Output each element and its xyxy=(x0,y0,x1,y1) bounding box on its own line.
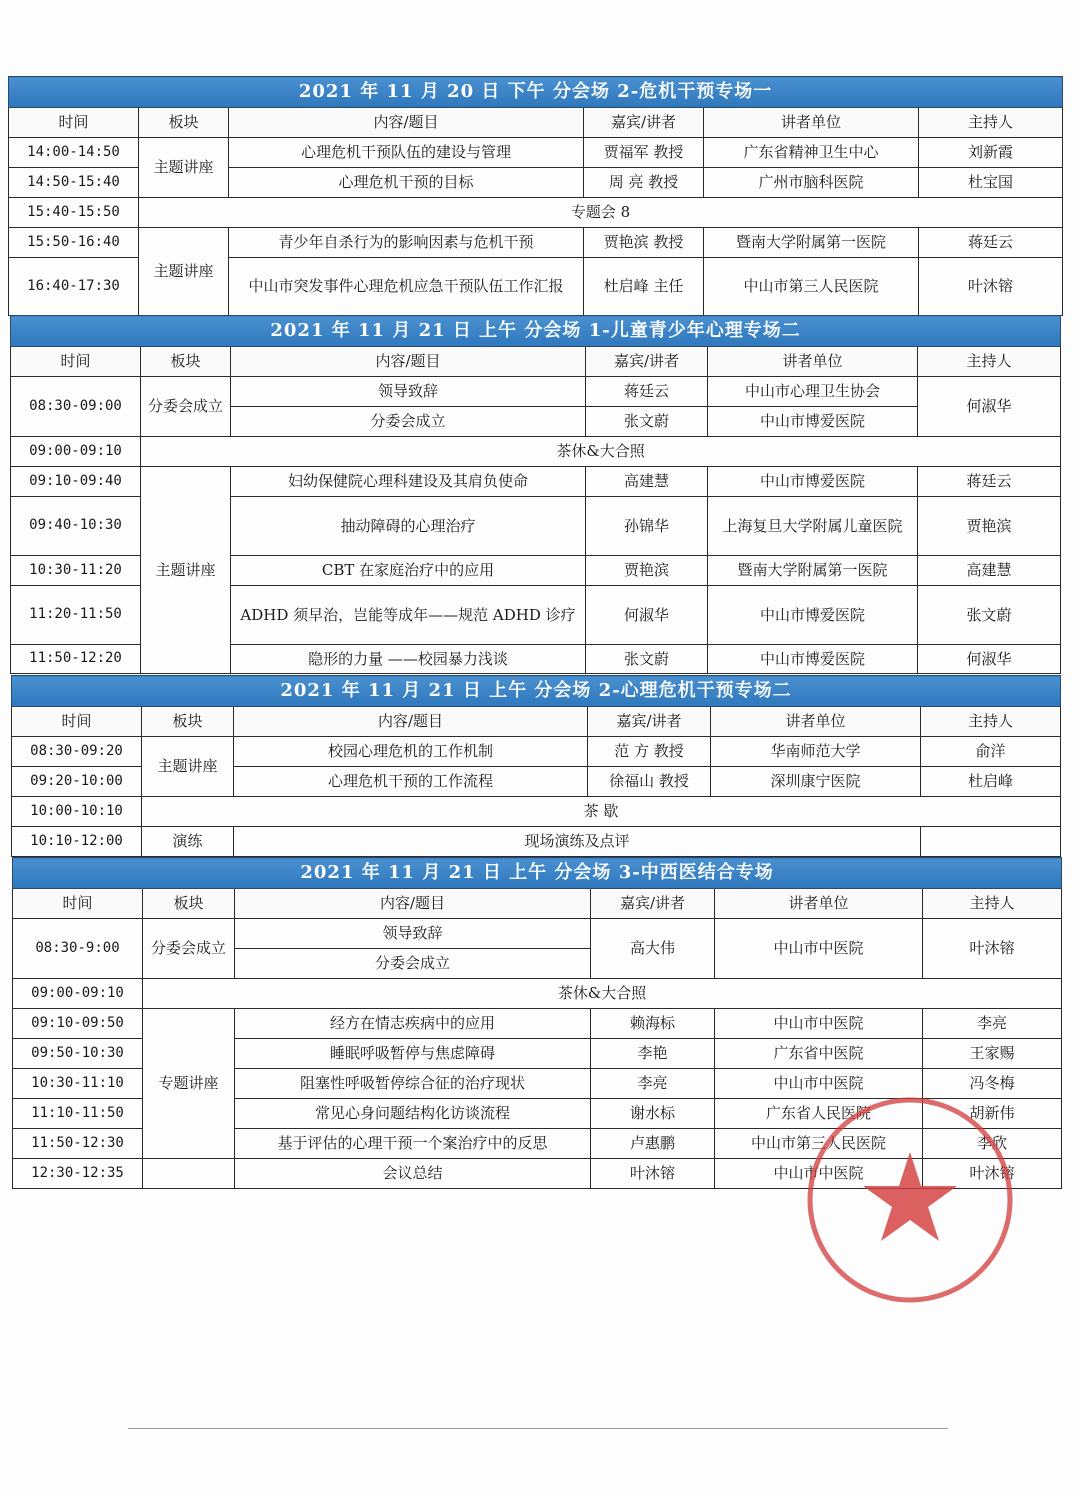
host-cell: 叶沐镕 xyxy=(923,1159,1062,1189)
time-cell: 11:50-12:20 xyxy=(11,645,141,674)
speaker-cell: 张文蔚 xyxy=(586,645,708,674)
header-unit: 讲者单位 xyxy=(711,707,921,737)
header-time: 时间 xyxy=(9,108,139,138)
topic-cell: 经方在情志疾病中的应用 xyxy=(235,1009,591,1039)
section-title: 2021 年 11 月 20 日 下午 分会场 2-危机干预专场一 xyxy=(9,77,1063,108)
unit-cell: 上海复旦大学附属儿童医院 xyxy=(708,497,918,556)
time-cell: 14:50-15:40 xyxy=(9,168,139,198)
block-cell: 演练 xyxy=(142,827,234,857)
topic-cell: 青少年自杀行为的影响因素与危机干预 xyxy=(229,228,584,258)
speaker-cell: 卢惠鹏 xyxy=(591,1129,715,1159)
header-topic: 内容/题目 xyxy=(229,108,584,138)
section-title: 2021 年 11 月 21 日 上午 分会场 1-儿童青少年心理专场二 xyxy=(11,316,1061,347)
table-row xyxy=(12,797,1061,827)
host-cell: 冯冬梅 xyxy=(923,1069,1062,1099)
host-cell: 蒋廷云 xyxy=(918,467,1061,497)
table-row xyxy=(12,827,1061,857)
time-cell: 09:50-10:30 xyxy=(13,1039,143,1069)
time-cell: 08:30-09:20 xyxy=(12,737,142,767)
speaker-cell: 何淑华 xyxy=(586,586,708,645)
host-cell: 刘新霞 xyxy=(919,138,1063,168)
unit-cell: 广东省人民医院 xyxy=(715,1099,923,1129)
header-block: 板块 xyxy=(139,108,229,138)
speaker-cell: 孙锦华 xyxy=(586,497,708,556)
unit-cell: 中山市博爱医院 xyxy=(708,407,918,437)
time-cell: 08:30-09:00 xyxy=(11,377,141,437)
topic-cell: 心理危机干预的目标 xyxy=(229,168,584,198)
time-cell: 15:50-16:40 xyxy=(9,228,139,258)
speaker-cell: 高大伟 xyxy=(591,919,715,979)
topic-cell: 领导致辞 xyxy=(235,919,591,949)
block-cell: 主题讲座 xyxy=(141,467,231,674)
table-row xyxy=(11,467,1061,497)
header-speaker: 嘉宾/讲者 xyxy=(591,889,715,919)
topic-cell: 分委会成立 xyxy=(231,407,586,437)
topic-cell: 妇幼保健院心理科建设及其肩负使命 xyxy=(231,467,586,497)
unit-cell: 中山市心理卫生协会 xyxy=(708,377,918,407)
host-cell: 胡新伟 xyxy=(923,1099,1062,1129)
header-topic: 内容/题目 xyxy=(235,889,591,919)
section-title: 2021 年 11 月 21 日 上午 分会场 2-心理危机干预专场二 xyxy=(12,676,1061,707)
topic-cell: 基于评估的心理干预一个案治疗中的反思 xyxy=(235,1129,591,1159)
time-cell: 08:30-9:00 xyxy=(13,919,143,979)
unit-cell: 华南师范大学 xyxy=(711,737,921,767)
header-speaker: 嘉宾/讲者 xyxy=(588,707,711,737)
unit-cell: 中山市博爱医院 xyxy=(708,586,918,645)
header-block: 板块 xyxy=(143,889,235,919)
time-cell: 11:10-11:50 xyxy=(13,1099,143,1129)
unit-cell: 中山市中医院 xyxy=(715,1069,923,1099)
table-row xyxy=(9,228,1063,258)
table-row xyxy=(11,377,1061,407)
header-speaker: 嘉宾/讲者 xyxy=(584,108,704,138)
speaker-cell: 谢水标 xyxy=(591,1099,715,1129)
unit-cell: 中山市中医院 xyxy=(715,1009,923,1039)
host-cell: 李亮 xyxy=(923,1009,1062,1039)
schedule-table-1 xyxy=(8,76,1063,316)
block-cell: 分委会成立 xyxy=(141,377,231,437)
time-cell: 09:10-09:40 xyxy=(11,467,141,497)
topic-cell: 校园心理危机的工作机制 xyxy=(234,737,588,767)
header-time: 时间 xyxy=(12,707,142,737)
section-title: 2021 年 11 月 21 日 上午 分会场 3-中西医结合专场 xyxy=(13,858,1062,889)
topic-cell: 常见心身问题结构化访谈流程 xyxy=(235,1099,591,1129)
time-cell: 16:40-17:30 xyxy=(9,258,139,316)
header-host: 主持人 xyxy=(919,108,1063,138)
time-cell: 14:00-14:50 xyxy=(9,138,139,168)
table-row xyxy=(9,198,1063,228)
topic-cell: 睡眠呼吸暂停与焦虑障碍 xyxy=(235,1039,591,1069)
topic-cell: 心理危机干预的工作流程 xyxy=(234,767,588,797)
unit-cell: 广东省中医院 xyxy=(715,1039,923,1069)
speaker-cell: 贾艳滨 教授 xyxy=(584,228,704,258)
topic-cell: 抽动障碍的心理治疗 xyxy=(231,497,586,556)
topic-cell: 会议总结 xyxy=(235,1159,591,1189)
time-cell: 09:20-10:00 xyxy=(12,767,142,797)
host-cell: 蒋廷云 xyxy=(919,228,1063,258)
header-unit: 讲者单位 xyxy=(715,889,923,919)
host-cell: 杜宝国 xyxy=(919,168,1063,198)
table-row xyxy=(13,1009,1062,1039)
topic-cell: 隐形的力量 ——校园暴力浅谈 xyxy=(231,645,586,674)
header-speaker: 嘉宾/讲者 xyxy=(586,347,708,377)
topic-cell: ADHD 须早治，岂能等成年——规范 ADHD 诊疗 xyxy=(231,586,586,645)
schedule-table-2 xyxy=(10,315,1061,674)
unit-cell: 中山市博爱医院 xyxy=(708,645,918,674)
unit-cell: 广东省精神卫生中心 xyxy=(704,138,919,168)
host-cell xyxy=(921,827,1061,857)
speaker-cell: 叶沐镕 xyxy=(591,1159,715,1189)
table-row xyxy=(13,979,1062,1009)
time-cell: 09:40-10:30 xyxy=(11,497,141,556)
unit-cell: 中山市博爱医院 xyxy=(708,467,918,497)
unit-cell: 广州市脑科医院 xyxy=(704,168,919,198)
speaker-cell: 周 亮 教授 xyxy=(584,168,704,198)
topic-cell: CBT 在家庭治疗中的应用 xyxy=(231,556,586,586)
unit-cell: 暨南大学附属第一医院 xyxy=(708,556,918,586)
topic-cell: 领导致辞 xyxy=(231,377,586,407)
time-cell: 11:20-11:50 xyxy=(11,586,141,645)
speaker-cell: 李艳 xyxy=(591,1039,715,1069)
host-cell: 贾艳滨 xyxy=(918,497,1061,556)
host-cell: 叶沐镕 xyxy=(919,258,1063,316)
time-cell: 10:10-12:00 xyxy=(12,827,142,857)
speaker-cell: 杜启峰 主任 xyxy=(584,258,704,316)
table-row xyxy=(13,919,1062,949)
span-cell: 专题会 8 xyxy=(139,198,1063,228)
host-cell: 张文蔚 xyxy=(918,586,1061,645)
time-cell: 15:40-15:50 xyxy=(9,198,139,228)
header-host: 主持人 xyxy=(921,707,1061,737)
time-cell: 10:30-11:10 xyxy=(13,1069,143,1099)
time-cell: 12:30-12:35 xyxy=(13,1159,143,1189)
topic-cell: 中山市突发事件心理危机应急干预队伍工作汇报 xyxy=(229,258,584,316)
host-cell: 杜启峰 xyxy=(921,767,1061,797)
header-block: 板块 xyxy=(142,707,234,737)
unit-cell: 中山市第三人民医院 xyxy=(704,258,919,316)
header-host: 主持人 xyxy=(923,889,1062,919)
header-unit: 讲者单位 xyxy=(704,108,919,138)
speaker-cell: 赖海标 xyxy=(591,1009,715,1039)
unit-cell: 深圳康宁医院 xyxy=(711,767,921,797)
header-topic: 内容/题目 xyxy=(234,707,588,737)
time-cell: 10:30-11:20 xyxy=(11,556,141,586)
official-seal-stamp xyxy=(800,1090,1020,1310)
span-cell: 现场演练及点评 xyxy=(234,827,921,857)
block-cell: 主题讲座 xyxy=(139,138,229,198)
table-row xyxy=(11,437,1061,467)
time-cell: 11:50-12:30 xyxy=(13,1129,143,1159)
schedule-table-3 xyxy=(11,675,1061,857)
host-cell: 叶沐镕 xyxy=(923,919,1062,979)
host-cell: 李欣 xyxy=(923,1129,1062,1159)
unit-cell: 中山市第三人民医院 xyxy=(715,1129,923,1159)
speaker-cell: 范 方 教授 xyxy=(588,737,711,767)
time-cell: 09:00-09:10 xyxy=(11,437,141,467)
topic-cell: 分委会成立 xyxy=(235,949,591,979)
speaker-cell: 张文蔚 xyxy=(586,407,708,437)
host-cell: 何淑华 xyxy=(918,377,1061,437)
span-cell: 茶休&大合照 xyxy=(141,437,1061,467)
header-time: 时间 xyxy=(11,347,141,377)
host-cell: 王家赐 xyxy=(923,1039,1062,1069)
unit-cell: 中山市中医院 xyxy=(715,919,923,979)
speaker-cell: 李亮 xyxy=(591,1069,715,1099)
footer-divider xyxy=(128,1428,948,1429)
block-cell: 主题讲座 xyxy=(142,737,234,797)
speaker-cell: 贾艳滨 xyxy=(586,556,708,586)
span-cell: 茶 歇 xyxy=(142,797,1061,827)
host-cell: 何淑华 xyxy=(918,645,1061,674)
block-cell: 专题讲座 xyxy=(143,1009,235,1159)
header-block: 板块 xyxy=(141,347,231,377)
topic-cell: 心理危机干预队伍的建设与管理 xyxy=(229,138,584,168)
speaker-cell: 徐福山 教授 xyxy=(588,767,711,797)
span-cell: 茶休&大合照 xyxy=(143,979,1062,1009)
speaker-cell: 高建慧 xyxy=(586,467,708,497)
host-cell: 高建慧 xyxy=(918,556,1061,586)
header-unit: 讲者单位 xyxy=(708,347,918,377)
table-row xyxy=(12,737,1061,767)
speaker-cell: 贾福军 教授 xyxy=(584,138,704,168)
block-cell: 分委会成立 xyxy=(143,919,235,979)
time-cell: 09:10-09:50 xyxy=(13,1009,143,1039)
time-cell: 10:00-10:10 xyxy=(12,797,142,827)
block-cell: 主题讲座 xyxy=(139,228,229,316)
header-topic: 内容/题目 xyxy=(231,347,586,377)
time-cell: 09:00-09:10 xyxy=(13,979,143,1009)
header-time: 时间 xyxy=(13,889,143,919)
table-row xyxy=(9,138,1063,168)
speaker-cell: 蒋廷云 xyxy=(586,377,708,407)
host-cell: 俞洋 xyxy=(921,737,1061,767)
unit-cell: 暨南大学附属第一医院 xyxy=(704,228,919,258)
unit-cell: 中山市中医院 xyxy=(715,1159,923,1189)
header-host: 主持人 xyxy=(918,347,1061,377)
topic-cell: 阻塞性呼吸暂停综合征的治疗现状 xyxy=(235,1069,591,1099)
